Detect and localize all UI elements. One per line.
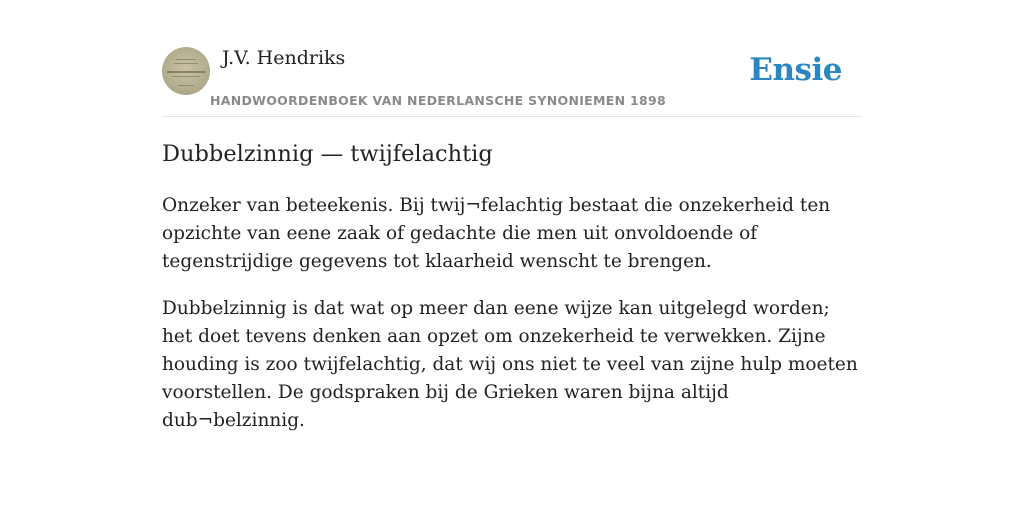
author-name[interactable]: J.V. Hendriks: [222, 47, 346, 69]
avatar-decoration: [172, 76, 200, 77]
ensie-logo[interactable]: Ensie: [749, 52, 842, 88]
avatar-decoration: [178, 85, 194, 86]
entry-paragraph: Onzeker van beteekenis. Bij twij¬felachtig bestaat die onzekerheid ten opzichte van eene zaak of gedachte die men uit onvoldoende of tegenstrijdige gegevens tot klaarheid wenscht te brengen.: [162, 195, 831, 272]
entry-title: Dubbelzinnig — twijfelachtig: [162, 141, 493, 167]
source-title[interactable]: HANDWOORDENBOEK VAN NEDERLANSCHE SYNONIEMEN 1898: [210, 93, 667, 108]
avatar-decoration: [167, 71, 205, 73]
entry-content: [162, 192, 862, 454]
avatar-decoration: [174, 63, 198, 64]
header: [162, 44, 862, 117]
avatar-decoration: [176, 59, 196, 60]
entry-paragraph: Dubbelzinnig is dat wat op meer dan eene wijze kan uitgelegd worden; het doet tevens denken aan opzet om onzekerheid te verwekken. Zijne houding is zoo twijfelachtig, dat wij ons niet te veel van zijne hulp moeten voorstellen. De godspraken bij de Grieken waren bijna altijd dub¬belzinnig.: [162, 298, 858, 431]
author-avatar[interactable]: [162, 47, 210, 95]
